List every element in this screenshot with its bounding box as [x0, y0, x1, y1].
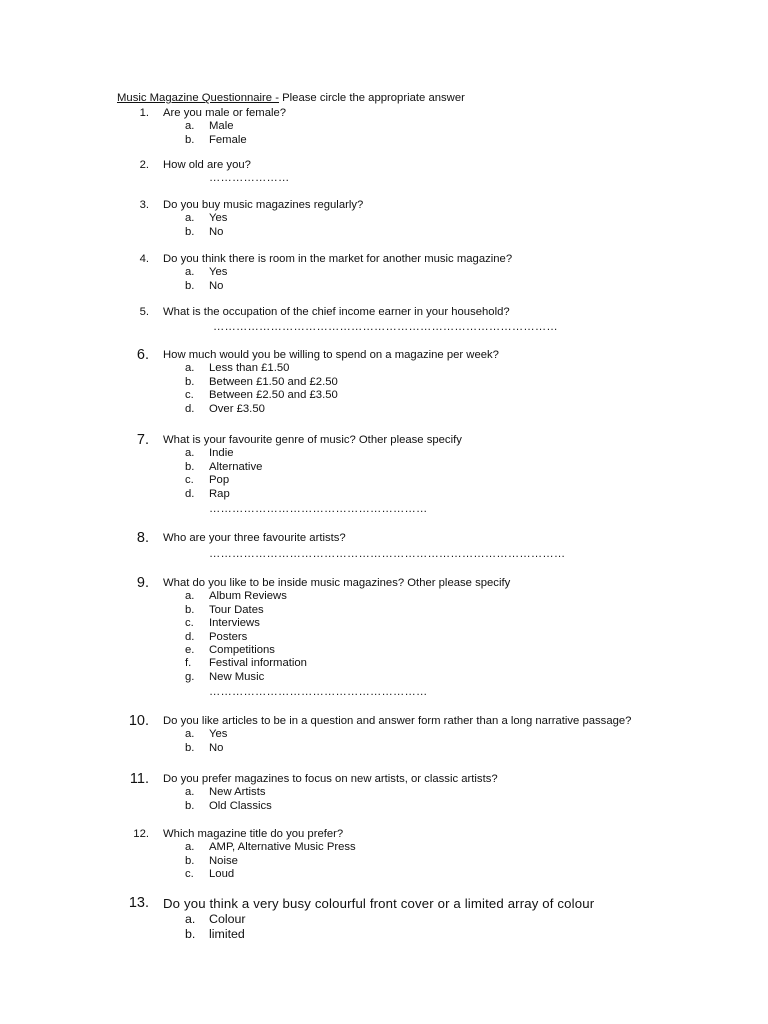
question-number: 1. [139, 107, 149, 119]
option-male[interactable]: a. Male [185, 120, 234, 133]
option-pop[interactable]: c. Pop [185, 474, 230, 487]
question-number: 11. [129, 771, 149, 787]
option-rap[interactable]: d. Rap [185, 487, 230, 500]
question-number: 7. [136, 432, 149, 448]
option-limited[interactable]: b. limited [185, 926, 245, 941]
title-underlined: Music Magazine Questionnaire - [117, 92, 279, 104]
question-text: How much would you be willing to spend on a magazine per week? [163, 349, 499, 361]
question-text: Which magazine title do you prefer? [163, 828, 344, 840]
option-new-music[interactable]: g. New Music [185, 670, 265, 683]
question-text: Do you think there is room in the market for another music magazine? [163, 253, 513, 265]
question-text: Are you male or female? [163, 107, 287, 119]
option-1-50-to-2-50[interactable]: b. Between £1.50 and £2.50 [185, 375, 338, 388]
question-text: Who are your three favourite artists? [163, 532, 346, 544]
question-number: 2. [139, 159, 149, 171]
question-number: 9. [136, 575, 149, 591]
question-number: 13. [128, 895, 149, 911]
answer-line[interactable]: ………………………………………………………………………………… [209, 548, 566, 561]
question-text: What is your favourite genre of music? Other please specify [163, 434, 462, 446]
option-yes[interactable]: a. Yes [185, 212, 228, 225]
title-instruction: Please circle the appropriate answer [279, 92, 465, 104]
option-indie[interactable]: a. Indie [185, 447, 234, 460]
question-text: How old are you? [163, 159, 251, 171]
question-6 [0, 349, 768, 416]
option-no[interactable]: b. No [185, 225, 224, 238]
option-colour[interactable]: a. Colour [185, 912, 246, 927]
question-13 [0, 897, 768, 942]
question-number: 10. [128, 713, 149, 729]
question-3 [0, 199, 768, 239]
option-alternative[interactable]: b. Alternative [185, 460, 263, 473]
answer-line[interactable]: ………………………………………………… [209, 502, 428, 515]
option-yes[interactable]: a. Yes [185, 266, 228, 279]
question-4 [0, 253, 768, 293]
question-number: 12. [133, 828, 149, 840]
question-5 [0, 306, 768, 335]
answer-line[interactable]: ………………… [209, 172, 290, 185]
question-7 [0, 434, 768, 516]
option-album-reviews[interactable]: a. Album Reviews [185, 590, 287, 603]
option-interviews[interactable]: c. Interviews [185, 617, 260, 630]
option-loud[interactable]: c. Loud [185, 868, 235, 881]
question-number: 6. [136, 347, 149, 363]
question-10 [0, 715, 768, 755]
option-noise[interactable]: b. Noise [185, 854, 238, 867]
question-11 [0, 773, 768, 813]
option-yes[interactable]: a. Yes [185, 728, 228, 741]
question-text: Do you prefer magazines to focus on new artists, or classic artists? [163, 773, 498, 785]
option-festival-information[interactable]: f. Festival information [185, 657, 307, 670]
option-no[interactable]: b. No [185, 741, 224, 754]
question-text: Do you think a very busy colourful front cover or a limited array of colour [163, 896, 595, 911]
option-tour-dates[interactable]: b. Tour Dates [185, 603, 264, 616]
question-number: 8. [136, 530, 149, 546]
option-over-3-50[interactable]: d. Over £3.50 [185, 402, 265, 415]
question-text: Do you like articles to be in a question and answer form rather than a long narrative passage? [163, 715, 632, 727]
question-number: 4. [139, 253, 149, 265]
option-female[interactable]: b. Female [185, 133, 247, 146]
option-amp[interactable]: a. AMP, Alternative Music Press [185, 841, 356, 854]
answer-line[interactable]: ……………………………………………………………………………… [213, 321, 558, 334]
question-9 [0, 577, 768, 700]
option-new-artists[interactable]: a. New Artists [185, 786, 266, 799]
question-number: 3. [139, 199, 149, 211]
question-text: Do you buy music magazines regularly? [163, 199, 364, 211]
question-text: What do you like to be inside music magazines? Other please specify [163, 577, 511, 589]
question-2 [0, 159, 768, 186]
question-text: What is the occupation of the chief income earner in your household? [163, 306, 510, 318]
option-no[interactable]: b. No [185, 279, 224, 292]
page-title [117, 92, 465, 105]
question-8 [0, 532, 768, 562]
option-competitions[interactable]: e. Competitions [185, 643, 275, 656]
option-old-classics[interactable]: b. Old Classics [185, 799, 272, 812]
question-number: 5. [139, 306, 149, 318]
option-posters[interactable]: d. Posters [185, 630, 248, 643]
option-less-than-1-50[interactable]: a. Less than £1.50 [185, 362, 290, 375]
answer-line[interactable]: ………………………………………………… [209, 686, 428, 699]
question-12 [0, 828, 768, 882]
option-2-50-to-3-50[interactable]: c. Between £2.50 and £3.50 [185, 389, 338, 402]
question-1 [0, 107, 768, 147]
